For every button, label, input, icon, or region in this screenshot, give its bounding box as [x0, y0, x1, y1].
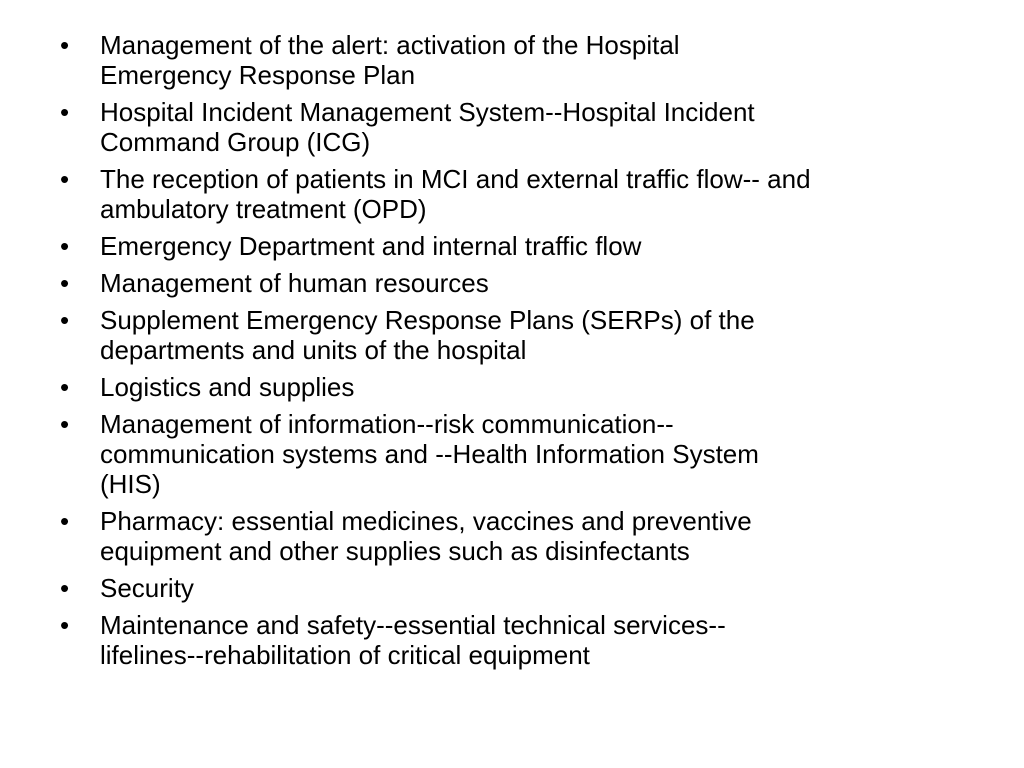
bullet-text: Logistics and supplies: [100, 372, 355, 402]
bullet-item: [60, 305, 970, 365]
bullet-item: [60, 506, 970, 566]
bullet-item: [60, 231, 970, 261]
bullet-text: Management of information--risk communication-- communication systems and --Health Information System (HIS): [100, 409, 759, 499]
bullet-text: Management of the alert: activation of the Hospital Emergency Response Plan: [100, 30, 680, 90]
bullet-text: Maintenance and safety--essential technical services-- lifelines--rehabilitation of critical equipment: [100, 610, 726, 670]
bullet-item: [60, 97, 970, 157]
bullet-item: [60, 610, 970, 670]
bullet-icon: •: [60, 506, 70, 536]
bullet-icon: •: [60, 30, 70, 60]
bullet-list: [60, 30, 970, 677]
bullet-icon: •: [60, 231, 70, 261]
bullet-icon: •: [60, 305, 70, 335]
bullet-icon: •: [60, 268, 70, 298]
bullet-icon: •: [60, 97, 70, 127]
bullet-item: [60, 372, 970, 402]
bullet-icon: •: [60, 372, 70, 402]
bullet-text: Security: [100, 573, 194, 603]
bullet-item: [60, 409, 970, 499]
bullet-icon: •: [60, 573, 70, 603]
bullet-text: Emergency Department and internal traffic flow: [100, 231, 642, 261]
bullet-icon: •: [60, 164, 70, 194]
bullet-text: The reception of patients in MCI and external traffic flow-- and ambulatory treatment (OPD): [100, 164, 811, 224]
bullet-text: Supplement Emergency Response Plans (SERPs) of the departments and units of the hospital: [100, 305, 755, 365]
bullet-text: Pharmacy: essential medicines, vaccines and preventive equipment and other supplies such as disinfectants: [100, 506, 752, 566]
bullet-icon: •: [60, 610, 70, 640]
bullet-item: [60, 30, 970, 90]
bullet-text: Hospital Incident Management System--Hospital Incident Command Group (ICG): [100, 97, 755, 157]
bullet-item: [60, 268, 970, 298]
bullet-icon: •: [60, 409, 70, 439]
bullet-text: Management of human resources: [100, 268, 489, 298]
bullet-item: [60, 164, 970, 224]
bullet-item: [60, 573, 970, 603]
